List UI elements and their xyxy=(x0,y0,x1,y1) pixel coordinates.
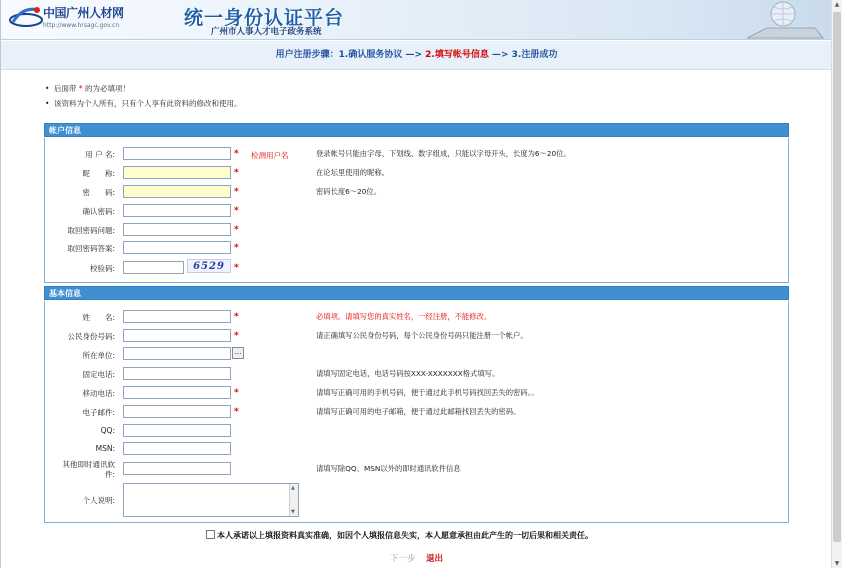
question-input[interactable] xyxy=(123,223,231,236)
steps-suffix: —> 3.注册成功 xyxy=(488,50,558,60)
scroll-down-icon[interactable]: ▼ xyxy=(291,509,295,515)
logo-swoosh-icon xyxy=(9,4,43,30)
page-subtitle: 广州市人事人才电子政务系统 xyxy=(211,27,322,37)
phone-hint: 请填写固定电话，电话号码按XXX-XXXXXXX格式填写。 xyxy=(316,369,500,378)
answer-input[interactable] xyxy=(123,241,231,254)
scrollbar-thumb[interactable] xyxy=(833,12,841,542)
nickname-input[interactable] xyxy=(123,166,231,179)
im-hint: 请填写除QQ、MSN以外的即时通讯软件信息 xyxy=(316,464,461,473)
id-number-input[interactable] xyxy=(123,329,231,342)
section-basic-header: 基本信息 xyxy=(44,286,789,300)
steps-current: 2.填写帐号信息 xyxy=(425,50,489,60)
id-number-label: 公民身份号码: xyxy=(67,332,115,341)
email-label: 电子邮件: xyxy=(82,408,115,417)
password-hint: 密码长度6～20位。 xyxy=(316,187,382,196)
agreement-checkbox[interactable] xyxy=(206,530,215,539)
email-input[interactable] xyxy=(123,405,231,418)
notes-list xyxy=(45,81,242,111)
required-star: * xyxy=(234,243,239,253)
page-title: 统一身份认证平台 xyxy=(184,7,345,29)
logo-text: 中国广州人材网 xyxy=(43,6,124,20)
scroll-up-icon[interactable]: ▲ xyxy=(291,485,295,491)
im-input[interactable] xyxy=(123,462,231,475)
name-label: 姓 名: xyxy=(82,313,115,322)
section-account-header: 帐户信息 xyxy=(44,123,789,137)
required-star: * xyxy=(234,312,239,322)
name-input[interactable] xyxy=(123,310,231,323)
mobile-hint: 请填写正确可用的手机号码，便于通过此手机号码找回丢失的密码。。 xyxy=(316,388,539,397)
required-star: * xyxy=(234,149,239,159)
intro-label: 个人说明: xyxy=(82,496,115,505)
organization-picker-button[interactable]: ... xyxy=(232,347,244,359)
answer-label: 取回密码答案: xyxy=(67,244,115,253)
mobile-input[interactable] xyxy=(123,386,231,399)
captcha-image[interactable]: 6529 xyxy=(187,259,231,273)
required-star: * xyxy=(234,225,239,235)
required-star: * xyxy=(234,388,239,398)
logo-url: http://www.hrsagc.gov.cn xyxy=(43,22,120,29)
intro-scrollbar[interactable] xyxy=(289,484,298,516)
required-star: * xyxy=(234,187,239,197)
password-label: 密 码: xyxy=(82,188,115,197)
im-label-line1: 其他即时通讯软 xyxy=(62,460,115,469)
required-star: * xyxy=(234,407,239,417)
password-input[interactable] xyxy=(123,185,231,198)
email-hint: 请填写正确可用的电子邮箱，便于通过此邮箱找回丢失的密码。 xyxy=(316,407,521,416)
organization-input[interactable] xyxy=(123,347,231,360)
note-required: • 后面带 * 的为必填项！ xyxy=(45,84,131,93)
scroll-up-arrow-icon[interactable]: ▲ xyxy=(834,1,840,8)
globe-laptop-icon xyxy=(737,0,829,40)
exit-button[interactable]: 退出 xyxy=(426,554,444,564)
required-star: * xyxy=(234,168,239,178)
check-username-link[interactable]: 检测用户名 xyxy=(251,151,289,160)
phone-label: 固定电话: xyxy=(82,370,115,379)
qq-input[interactable] xyxy=(123,424,231,437)
qq-label: QQ: xyxy=(100,426,115,435)
organization-label: 所在单位: xyxy=(82,351,115,360)
confirm-password-label: 确认密码: xyxy=(82,207,115,216)
required-star: * xyxy=(234,206,239,216)
steps-prefix: 用户注册步骤：1.确认服务协议 —> xyxy=(275,50,426,60)
nickname-hint: 在论坛里使用的昵称。 xyxy=(316,168,389,177)
username-hint: 登录帐号只能由字母、下划线、数字组成，只能以字母开头，长度为6～20位。 xyxy=(316,149,571,158)
note-ownership: • 该资料为个人所有，只有个人享有此资料的修改和使用。 xyxy=(45,99,242,108)
required-star: * xyxy=(234,263,239,273)
username-input[interactable] xyxy=(123,147,231,160)
username-label: 用 户 名: xyxy=(85,150,115,159)
question-label: 取回密码问题: xyxy=(67,226,115,235)
next-step-button[interactable]: 下一步 xyxy=(390,554,416,564)
page-scrollbar[interactable] xyxy=(831,0,842,568)
phone-input[interactable] xyxy=(123,367,231,380)
agreement-row xyxy=(206,530,593,541)
msn-input[interactable] xyxy=(123,442,231,455)
captcha-input[interactable] xyxy=(123,261,184,274)
mobile-label: 移动电话: xyxy=(82,389,115,398)
site-header xyxy=(1,0,832,40)
captcha-label: 校验码: xyxy=(89,264,115,273)
msn-label: MSN: xyxy=(95,444,115,453)
nickname-label: 昵 称: xyxy=(82,169,115,178)
required-star: * xyxy=(234,331,239,341)
name-hint: 必填项。请填写您的真实姓名，一经注册，不能修改。 xyxy=(316,312,492,321)
confirm-password-input[interactable] xyxy=(123,204,231,217)
im-label-line2: 件: xyxy=(104,470,115,479)
scroll-down-arrow-icon[interactable]: ▼ xyxy=(834,560,840,567)
agreement-text: 本人承诺以上填报资料真实准确，如因个人填报信息失实，本人愿意承担由此产生的一切后果和相关责任。 xyxy=(217,531,593,540)
registration-steps xyxy=(1,41,832,70)
id-number-hint: 请正确填写公民身份号码，每个公民身份号码只能注册一个帐户。 xyxy=(316,331,528,340)
intro-textarea[interactable] xyxy=(123,483,299,517)
